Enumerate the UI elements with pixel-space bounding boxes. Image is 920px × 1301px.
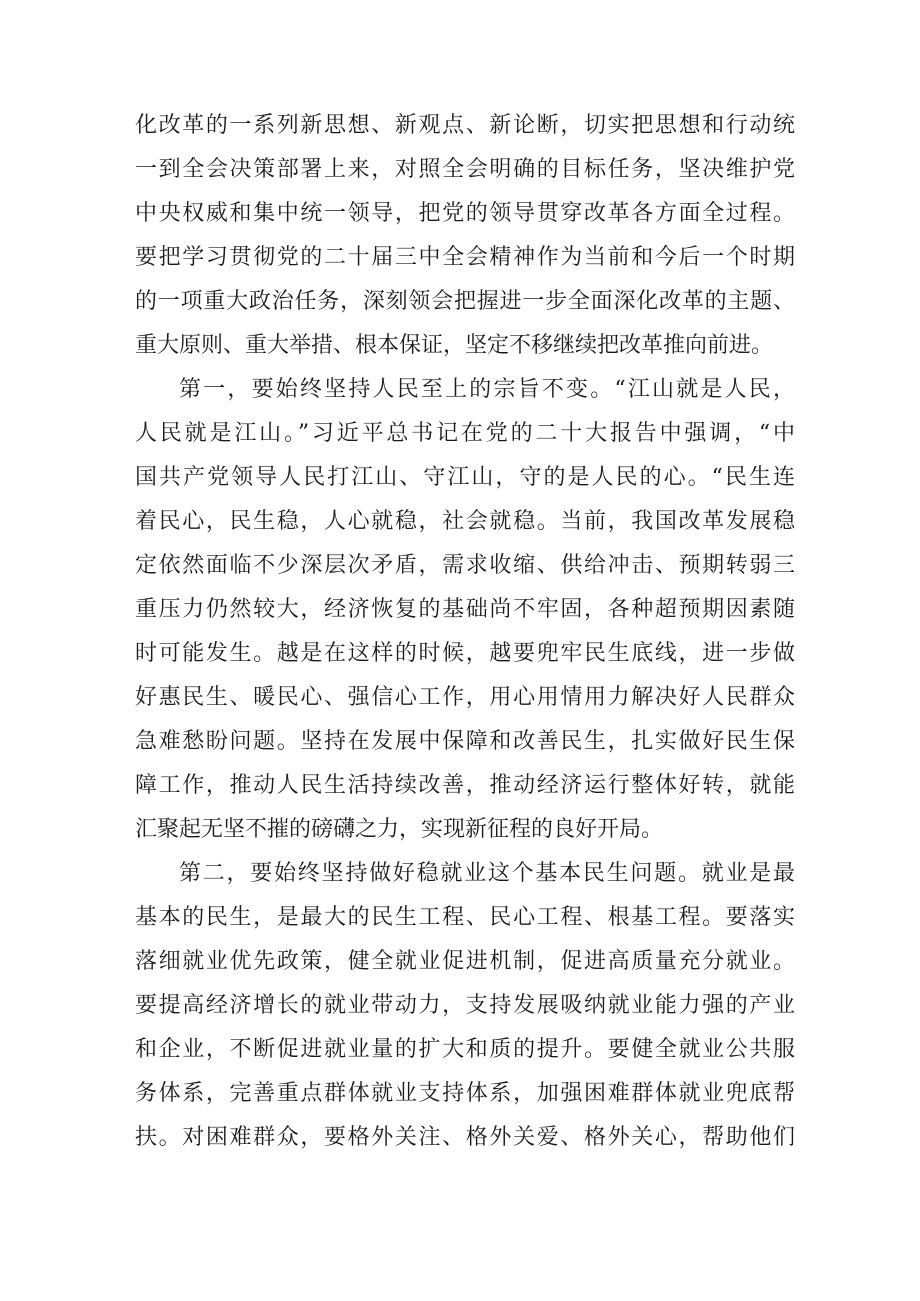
text-line: 定依然面临不少深层次矛盾，需求收缩、供给冲击、预期转弱三 xyxy=(135,553,795,578)
text-line: 要把学习贯彻党的二十届三中全会精神作为当前和今后一个时期 xyxy=(135,245,795,270)
paragraph-2 xyxy=(135,368,795,852)
text-line: 急难愁盼问题。坚持在发展中保障和改善民生，扎实做好民生保 xyxy=(135,729,795,754)
text-line: 第一，要始终坚持人民至上的宗旨不变。“江山就是人民， xyxy=(179,377,795,402)
text-line: 落细就业优先政策，健全就业促进机制，促进高质量充分就业。 xyxy=(135,949,795,974)
text-line: 重大原则、重大举措、根本保证，坚定不移继续把改革推向前进。 xyxy=(135,333,774,358)
text-line: 中央权威和集中统一领导，把党的领导贯穿改革各方面全过程。 xyxy=(135,201,795,226)
text-line: 人民就是江山。”习近平总书记在党的二十大报告中强调，“中 xyxy=(135,421,795,446)
text-line: 基本的民生，是最大的民生工程、民心工程、根基工程。要落实 xyxy=(135,905,795,930)
text-line: 好惠民生、暖民心、强信心工作，用心用情用力解决好人民群众 xyxy=(135,685,795,710)
text-line: 一到全会决策部署上来，对照全会明确的目标任务，坚决维护党 xyxy=(135,157,795,182)
text-line: 第二，要始终坚持做好稳就业这个基本民生问题。就业是最 xyxy=(179,861,795,886)
text-line: 的一项重大政治任务，深刻领会把握进一步全面深化改革的主题、 xyxy=(135,289,795,314)
body-text xyxy=(135,104,795,1160)
text-line: 着民心，民生稳，人心就稳，社会就稳。当前，我国改革发展稳 xyxy=(135,509,795,534)
paragraph-3 xyxy=(135,852,795,1160)
text-line: 扶。对困难群众，要格外关注、格外关爱、格外关心，帮助他们 xyxy=(135,1125,795,1150)
text-line: 务体系，完善重点群体就业支持体系，加强困难群体就业兜底帮 xyxy=(135,1081,795,1106)
paragraph-1 xyxy=(135,104,795,368)
text-line: 要提高经济增长的就业带动力，支持发展吸纳就业能力强的产业 xyxy=(135,993,795,1018)
text-line: 化改革的一系列新思想、新观点、新论断，切实把思想和行动统 xyxy=(135,113,795,138)
text-line: 汇聚起无坚不摧的磅礴之力，实现新征程的良好开局。 xyxy=(135,817,664,842)
text-line: 时可能发生。越是在这样的时候，越要兜牢民生底线，进一步做 xyxy=(135,641,795,666)
text-line: 重压力仍然较大，经济恢复的基础尚不牢固，各种超预期因素随 xyxy=(135,597,795,622)
text-line: 障工作，推动人民生活持续改善，推动经济运行整体好转，就能 xyxy=(135,773,795,798)
text-line: 和企业，不断促进就业量的扩大和质的提升。要健全就业公共服 xyxy=(135,1037,795,1062)
text-line: 国共产党领导人民打江山、守江山，守的是人民的心。“民生连 xyxy=(135,465,795,490)
